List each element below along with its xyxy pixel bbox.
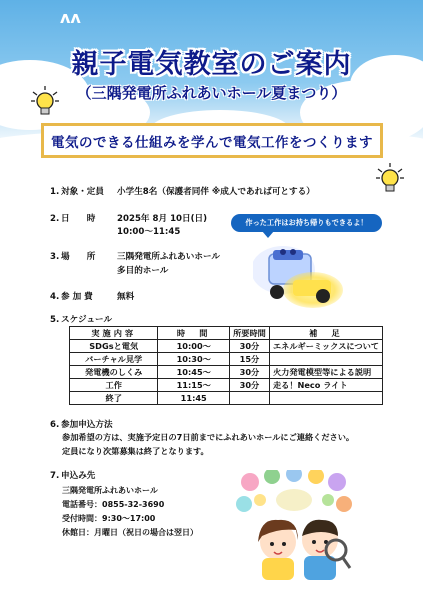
table-cell: バーチャル見学: [70, 353, 158, 366]
table-header-cell: 補 足: [269, 327, 382, 340]
bubble-text: 作った工作はお持ち帰りもできるよ！: [245, 218, 368, 227]
contact-line: 電話番号：0855-32-3690: [62, 500, 165, 509]
light-bulb-icon: [375, 163, 405, 195]
item-apply: [50, 419, 113, 431]
table-cell: 走る！Neco ライト: [269, 379, 382, 392]
table-row: [70, 366, 383, 379]
item-number: 6.: [50, 420, 60, 430]
speech-bubble-tail: [262, 231, 274, 238]
table-cell: 15分: [229, 353, 269, 366]
schedule-table: [69, 326, 383, 405]
table-cell: 30分: [229, 366, 269, 379]
table-row: [70, 353, 383, 366]
item-label: 参 加 費: [61, 292, 93, 302]
table-cell: 発電機のしくみ: [70, 366, 158, 379]
table-cell: SDGsと電気: [70, 340, 158, 353]
banner: [41, 123, 383, 158]
item-value: 小学生8名（保護者同伴 ※成人であれば可とする）: [117, 187, 315, 197]
table-row: [70, 379, 383, 392]
item-contact: [50, 470, 95, 482]
table-row: [70, 340, 383, 353]
table-cell: [229, 392, 269, 405]
item-label: スケジュール: [61, 315, 113, 325]
table-cell: 工作: [70, 379, 158, 392]
table-cell: 火力発電模型等による説明: [269, 366, 382, 379]
apply-line: 定員になり次第募集は終了となります。: [62, 446, 209, 456]
item-number: 7.: [50, 471, 60, 481]
table-cell: 30分: [229, 340, 269, 353]
item-number: 1.: [50, 187, 60, 197]
banner-text: 電気のできる仕組みを学んで電気工作をつくります: [51, 134, 373, 151]
item-label: 参加申込方法: [61, 420, 113, 430]
item-label: 申込み先: [61, 471, 96, 481]
table-cell: 10:30～: [158, 353, 230, 366]
item-label: 対象・定員: [61, 187, 104, 197]
bird-icon: ʌʌ: [60, 8, 81, 27]
item-date-time: 10:00～11:45: [117, 227, 181, 237]
contact-line: 三隅発電所ふれあいホール: [62, 486, 158, 495]
table-cell: 10:45～: [158, 366, 230, 379]
item-schedule: [50, 314, 112, 326]
kids-science-illustration: [236, 470, 354, 580]
item-label: 日 時: [61, 214, 96, 224]
item-fee: [50, 291, 134, 303]
table-cell: 30分: [229, 379, 269, 392]
item-place-room: 多目的ホール: [117, 266, 169, 276]
table-header-cell: 実施内容: [70, 327, 158, 340]
table-cell: 11:45: [158, 392, 230, 405]
table-header-row: [70, 327, 383, 340]
item-date: [50, 213, 207, 225]
page-subtitle: （三隅発電所ふれあいホール夏まつり）: [76, 84, 347, 102]
neco-light-toy-image: [253, 240, 348, 310]
table-cell: [269, 392, 382, 405]
apply-line: 参加希望の方は、実施予定日の7日前までにふれあいホールにご連絡ください。: [62, 432, 355, 442]
table-header-cell: 時 間: [158, 327, 230, 340]
item-number: 5.: [50, 315, 60, 325]
item-number: 4.: [50, 292, 60, 302]
item-label: 場 所: [61, 252, 96, 262]
item-target: [50, 186, 315, 198]
item-value: 無料: [117, 292, 135, 302]
contact-line: 休館日：月曜日（祝日の場合は翌日）: [62, 528, 198, 537]
item-value: 2025年 8月 10日(日): [117, 214, 208, 224]
table-cell: 終了: [70, 392, 158, 405]
table-cell: 11:15～: [158, 379, 230, 392]
speech-bubble: [231, 214, 382, 232]
page-title: 親子電気教室のご案内: [71, 49, 352, 80]
item-number: 3.: [50, 252, 60, 262]
table-row: [70, 392, 383, 405]
contact-line: 受付時間：9:30～17:00: [62, 514, 156, 523]
table-cell: エネルギーミックスについて: [269, 340, 382, 353]
item-number: 2.: [50, 214, 60, 224]
table-header-cell: 所要時間: [229, 327, 269, 340]
table-cell: [269, 353, 382, 366]
item-value: 三隅発電所ふれあいホール: [117, 252, 220, 262]
item-place: [50, 251, 220, 263]
table-cell: 10:00～: [158, 340, 230, 353]
